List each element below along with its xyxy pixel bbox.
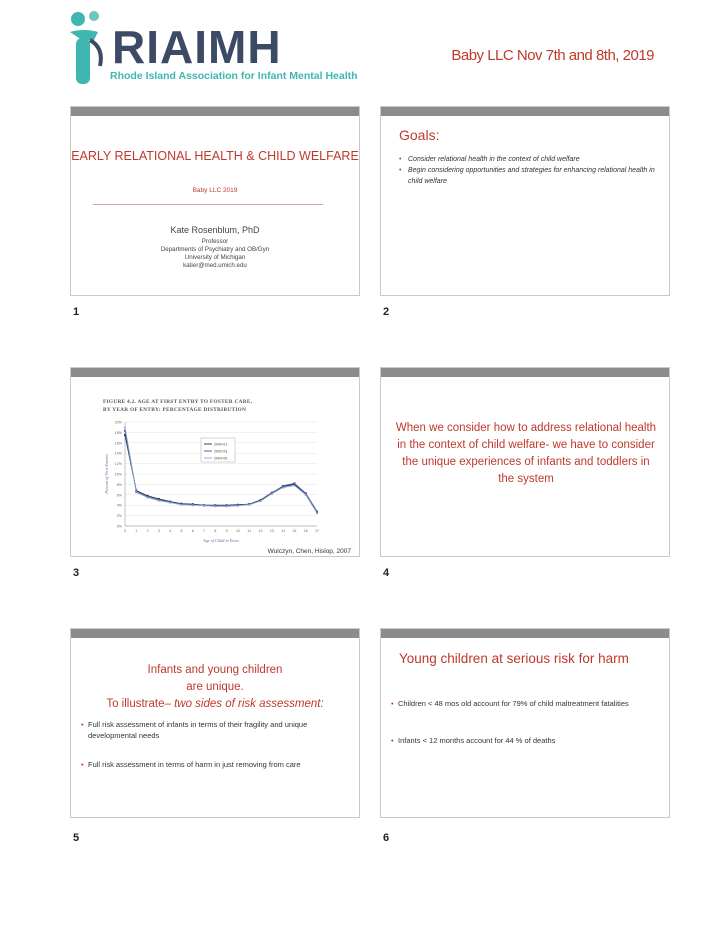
x-tick-label: 1 <box>135 529 138 533</box>
slide-2 <box>380 106 670 296</box>
x-tick-label: 14 <box>281 529 286 533</box>
slide-title-bar <box>71 107 359 116</box>
list-item: • Infants < 12 months account for 44 % of deaths <box>391 735 661 746</box>
y-tick-label: 4% <box>116 503 122 508</box>
slide-number-3: 3 <box>73 567 80 579</box>
y-tick-label: 16% <box>114 441 122 446</box>
presenter-role: Professor <box>201 238 229 245</box>
slide-title-bar <box>71 368 359 377</box>
y-tick-label: 18% <box>114 430 122 435</box>
x-tick-label: 10 <box>235 529 240 533</box>
slide-5-line-3 <box>71 696 359 713</box>
y-tick-label: 6% <box>116 493 122 498</box>
event-header: Baby LLC Nov 7th and 8th, 2019 <box>451 47 654 64</box>
presenter-name: Kate Rosenblum, PhD <box>170 225 260 235</box>
x-tick-label: 13 <box>269 529 274 533</box>
x-tick-label: 12 <box>258 529 263 533</box>
x-tick-label: 6 <box>191 529 194 533</box>
x-tick-label: 17 <box>315 529 319 533</box>
list-item: • Full risk assessment of infants in terms of their fragility and unique developmental needs <box>81 719 351 741</box>
slide-5-line-1: Infants and young children <box>147 664 283 676</box>
list-item: • Consider relational health in the context of child welfare <box>399 154 659 165</box>
x-tick-label: 0 <box>124 529 126 533</box>
y-tick-label: 20% <box>114 420 122 425</box>
slide-5 <box>70 628 360 818</box>
y-tick-label: 14% <box>114 451 122 456</box>
chart-legend <box>201 438 235 462</box>
y-axis-label: Percent of First Entries <box>104 454 109 494</box>
x-tick-label: 9 <box>225 529 228 533</box>
foster-care-age-chart <box>103 418 323 546</box>
slide-1-subtitle: Baby LLC 2019 <box>192 187 238 194</box>
legend-entry: 2004-05 <box>214 456 228 461</box>
list-item: • Children < 48 mos old account for 79% of child maltreatment fatalities <box>391 698 661 709</box>
slide-1 <box>70 106 360 296</box>
x-tick-label: 5 <box>180 529 183 533</box>
slide-title-bar <box>381 629 669 638</box>
slide-number-5: 5 <box>73 832 80 844</box>
logo-wordmark: RIAIMH <box>112 21 282 73</box>
slide-2-heading: Goals: <box>399 127 440 143</box>
presenter-affiliation <box>71 238 359 270</box>
slide-title-bar <box>381 107 669 116</box>
slide-4 <box>380 367 670 557</box>
chart-title <box>103 398 252 414</box>
presenter-department: Departments of Psychiatry and OB/Gyn <box>160 246 270 253</box>
slide-number-4: 4 <box>383 567 390 579</box>
x-axis-label: Age of Child in Years <box>203 538 239 543</box>
presenter-university: University of Michigan <box>184 254 246 261</box>
data-point <box>124 426 126 428</box>
y-tick-label: 10% <box>114 472 122 477</box>
y-tick-label: 12% <box>114 462 122 467</box>
data-point <box>293 482 295 484</box>
x-tick-label: 7 <box>203 529 206 533</box>
slide-number-2: 2 <box>383 306 390 318</box>
y-tick-label: 0% <box>116 524 122 529</box>
slide-5-line-3-italic: two sides of risk assessment: <box>174 698 324 710</box>
chart-title-line-1: FIGURE 4.2. AGE AT FIRST ENTRY TO FOSTER CARE, <box>103 399 253 405</box>
goals-list <box>399 154 659 187</box>
legend-entry: 2000-01 <box>214 442 228 447</box>
divider <box>93 204 323 205</box>
logo-subtitle: Rhode Island Association for Infant Mental Health <box>110 70 358 82</box>
slide-title-bar <box>381 368 669 377</box>
slide-4-text: When we consider how to address relational health in the context of child welfare- we have to consider the unique experiences of infants and toddlers in the system <box>395 422 657 485</box>
slide-5-heading <box>71 662 359 713</box>
x-tick-label: 4 <box>169 529 172 533</box>
slide-number-6: 6 <box>383 832 390 844</box>
x-tick-label: 11 <box>247 529 252 533</box>
slide-6 <box>380 628 670 818</box>
y-tick-label: 2% <box>116 514 122 519</box>
slide-5-line-2: are unique. <box>186 681 244 693</box>
list-item: • Full risk assessment in terms of harm in just removing from care <box>81 759 351 770</box>
x-tick-label: 16 <box>303 529 308 533</box>
slide-number-1: 1 <box>73 306 80 318</box>
list-item: • Begin considering opportunities and strategies for enhancing relational health in child welfare <box>399 165 659 187</box>
slide-6-heading: Young children at serious risk for harm <box>399 651 629 666</box>
slide-5-line-3-prefix: To illustrate– <box>106 698 175 710</box>
chart-title-line-2: BY YEAR OF ENTRY: PERCENTAGE DISTRIBUTION <box>103 407 247 413</box>
x-tick-label: 8 <box>214 529 217 533</box>
chart-credit: Wulczyn, Chen, Hislop, 2007 <box>267 548 351 555</box>
slide-1-title: EARLY RELATIONAL HEALTH & CHILD WELFARE <box>71 149 359 163</box>
slide-title-bar <box>71 629 359 638</box>
x-tick-label: 2 <box>146 529 149 533</box>
presenter-email: katier@med.umich.edu <box>183 262 247 269</box>
legend-entry: 2002-03 <box>214 449 228 454</box>
riaimh-logo <box>60 10 360 90</box>
logo-figure-icon <box>60 10 110 90</box>
y-tick-label: 8% <box>116 482 122 487</box>
x-tick-label: 3 <box>157 529 160 533</box>
x-tick-label: 15 <box>292 529 297 533</box>
slide-3 <box>70 367 360 557</box>
